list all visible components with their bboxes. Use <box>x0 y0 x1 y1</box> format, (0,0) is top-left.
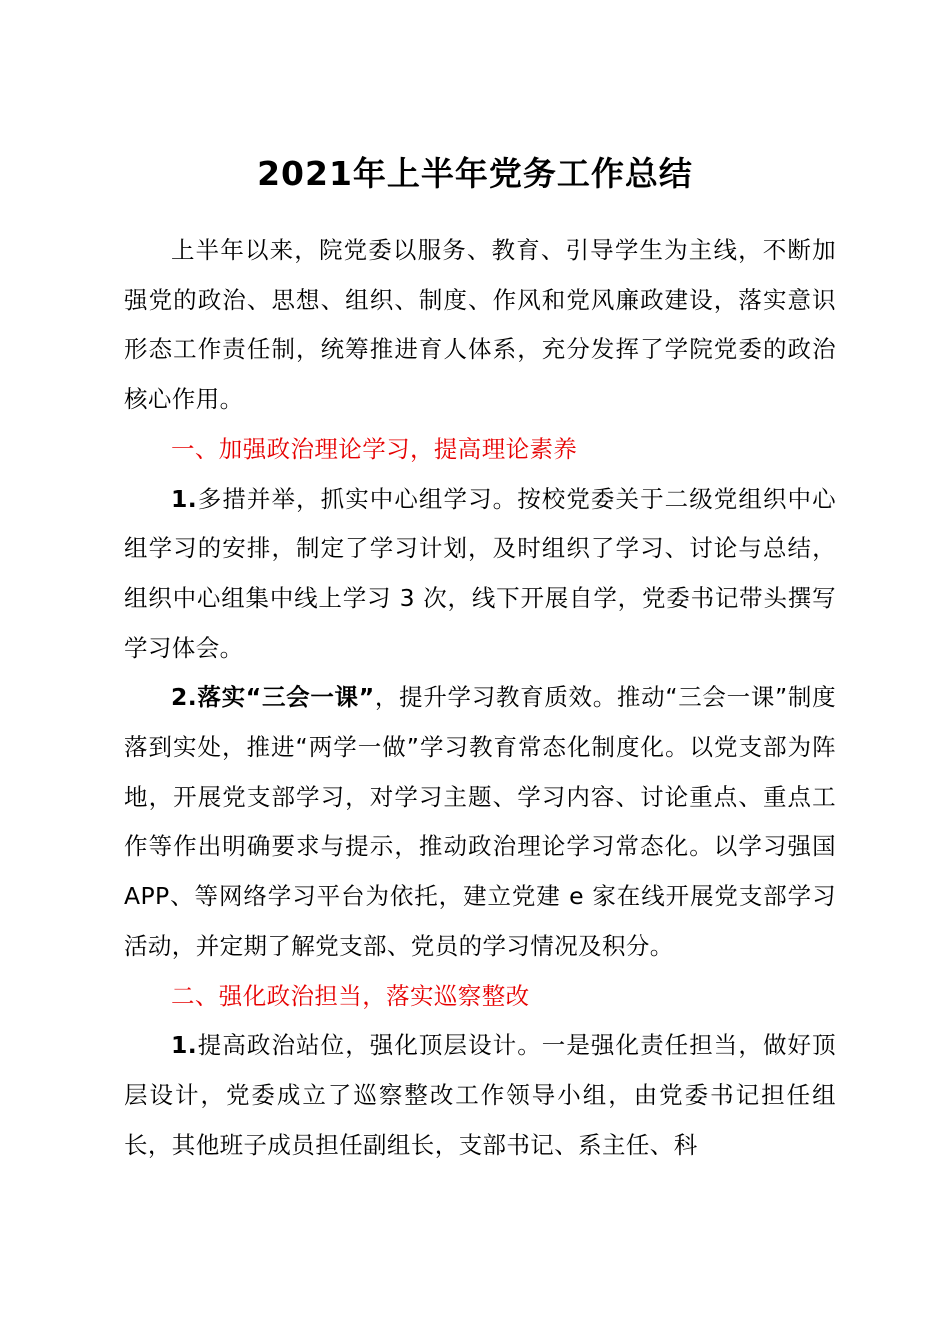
item-text: 多措并举，抓实中心组学习。按校党委关于二级党组织中心组学习的安排，制定了学习计划，及时组织了学习、讨论与总结，组织中心组集中线上学习 3 次，线下开展自学，党委书记带头撰写学习体会。 <box>124 484 836 662</box>
intro-paragraph: 上半年以来，院党委以服务、教育、引导学生为主线，不断加强党的政治、思想、组织、制度、作风和党风廉政建设，落实意识形态工作责任制，统筹推进育人体系，充分发挥了学院党委的政治核心作用。 <box>124 236 836 414</box>
section-1-item-1 <box>124 475 836 674</box>
section-heading-1: 一、加强政治理论学习，提高理论素养 <box>171 434 578 463</box>
item-number: 2. <box>171 683 198 712</box>
section-1-item-2 <box>124 673 836 971</box>
item-text: 提高政治站位，强化顶层设计。一是强化责任担当，做好顶层设计，党委成立了巡察整改工作领导小组，由党委书记担任组长，其他班子成员担任副组长，支部书记、系主任、科 <box>124 1031 836 1159</box>
item-number: 1. <box>171 1031 198 1060</box>
item-bold-lead: 落实“三会一课” <box>197 683 375 712</box>
section-2-item-1 <box>124 1021 836 1170</box>
item-text: ，提升学习教育质效。推动“三会一课”制度落到实处，推进“两学一做”学习教育常态化制度化。以党支部为阵地，开展党支部学习，对学习主题、学习内容、讨论重点、重点工作等作出明确要求与提示，推动政治理论学习常态化。以学习强国 APP、等网络学习平台为依托，建立党建 e 家在线开展党支部学习活动，并定期了解党支部、党员的学习情况及积分。 <box>124 683 836 960</box>
document-title: 2021年上半年党务工作总结 <box>257 154 693 193</box>
section-heading-2: 二、强化政治担当，落实巡察整改 <box>171 981 530 1010</box>
item-number: 1. <box>171 484 198 513</box>
document-body <box>124 226 836 1170</box>
